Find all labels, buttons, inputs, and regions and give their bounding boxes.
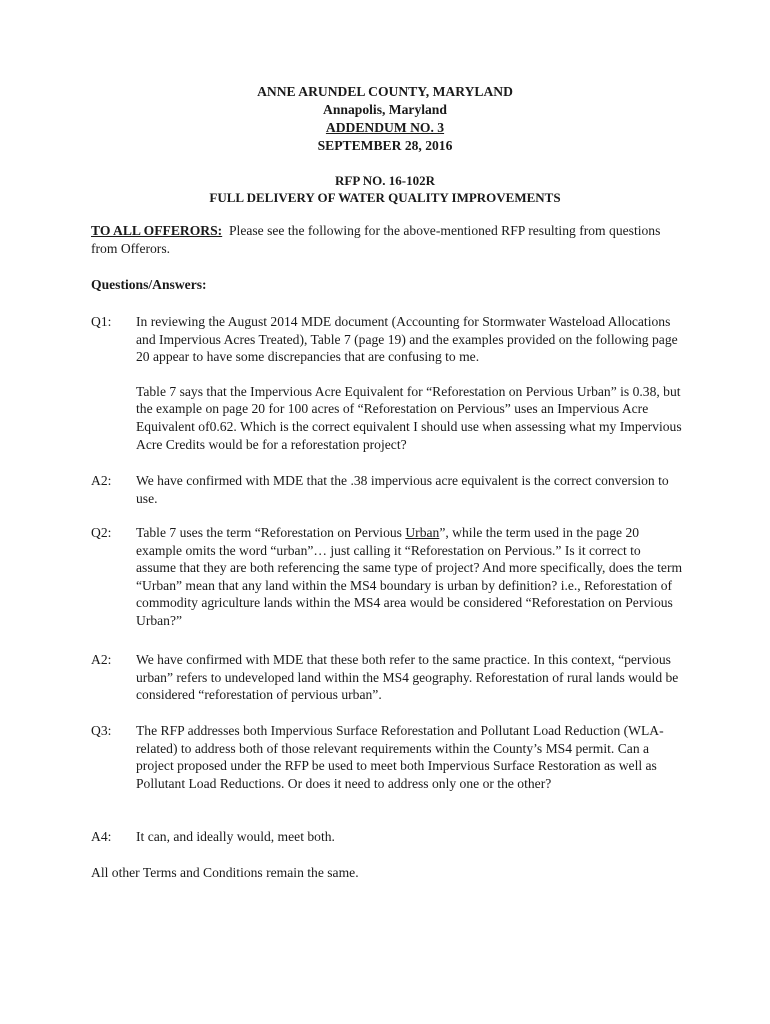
qa-paragraph: The RFP addresses both Impervious Surface Reforestation and Pollutant Load Reduction (WLA-related) to address both of those relevant requirements within the County’s MS4 permit. Can a project proposed under the RFP be used to meet both Impervious Surface Restoration as well as Pollutant Load Reductions. Or does it need to address only one or the other? [136, 723, 664, 791]
qa-paragraph: In reviewing the August 2014 MDE document (Accounting for Stormwater Wasteload Allocations and Impervious Acres Treated), Table 7 (page 19) and the examples provided on the following page 20 appear to have some discrepancies that are confusing to me. [136, 314, 678, 365]
qa-text [136, 651, 683, 704]
q2-underlined-word: Urban [405, 525, 440, 540]
intro-text: Please see the following for the above-mentioned RFP resulting from questions from Offerors. [91, 223, 661, 256]
qa-item-a2-first [91, 472, 683, 507]
qa-paragraph [136, 524, 683, 630]
qa-paragraph: It can, and ideally would, meet both. [136, 829, 335, 844]
rfp-number: RFP NO. 16-102R [334, 173, 436, 188]
rfp-title: FULL DELIVERY OF WATER QUALITY IMPROVEMENTS [209, 190, 561, 205]
qa-label: A2: [91, 473, 112, 488]
addendum-date: SEPTEMBER 28, 2016 [317, 138, 453, 153]
qa-text [136, 313, 683, 453]
rfp-heading [0, 172, 770, 206]
qa-label: Q2: [91, 525, 112, 540]
qa-item-q2 [91, 524, 683, 630]
qa-heading: Questions/Answers: [91, 277, 207, 292]
intro-paragraph [91, 222, 681, 257]
county-title: ANNE ARUNDEL COUNTY, MARYLAND [257, 84, 513, 99]
city-subtitle: Annapolis, Maryland [323, 102, 447, 117]
qa-label: Q3: [91, 723, 112, 738]
closing-statement: All other Terms and Conditions remain the same. [91, 865, 359, 880]
qa-label: Q1: [91, 314, 112, 329]
qa-item-a2-second [91, 651, 683, 704]
qa-paragraph: We have confirmed with MDE that these both refer to the same practice. In this context, “pervious urban” refers to undeveloped land within the MS4 geography. Reforestation of rural lands would be considered “reforestation of pervious urban”. [136, 652, 679, 703]
q2-text-after: ”, while the term used in the page 20 example omits the word “urban”… just calling it “Reforestation on Pervious.” Is it correct to assume that they are both referencing the same type of project? And more specifically, does the term “Urban” mean that any land within the MS4 boundary is urban by definition? i.e., Reforestation of commodity agriculture lands within the MS4 area would be considered “Reforestation on Pervious Urban?” [136, 525, 683, 628]
qa-item-a4 [91, 828, 683, 846]
addendum-number: ADDENDUM NO. 3 [325, 120, 445, 135]
qa-text [136, 828, 683, 846]
qa-text [136, 722, 683, 792]
qa-item-q1 [91, 313, 683, 453]
qa-text [136, 524, 683, 630]
q2-text-before: Table 7 uses the term “Reforestation on Pervious [136, 525, 406, 540]
qa-text [136, 472, 683, 507]
qa-paragraph: Table 7 says that the Impervious Acre Equivalent for “Reforestation on Pervious Urban” is 0.38, but the example on page 20 for 100 acres of “Reforestation on Pervious” uses an Impervious Acre Equivalent of0.62. Which is the correct equivalent I should use when assessing what my Impervious Acre Credits would be for a reforestation project? [136, 383, 682, 452]
qa-paragraph: We have confirmed with MDE that the .38 impervious acre equivalent is the correct conversion to use. [136, 473, 669, 506]
qa-label: A4: [91, 829, 112, 844]
document-header [0, 83, 770, 155]
qa-label: A2: [91, 652, 112, 667]
qa-item-q3 [91, 722, 683, 792]
intro-lead: TO ALL OFFERORS: [91, 223, 223, 238]
